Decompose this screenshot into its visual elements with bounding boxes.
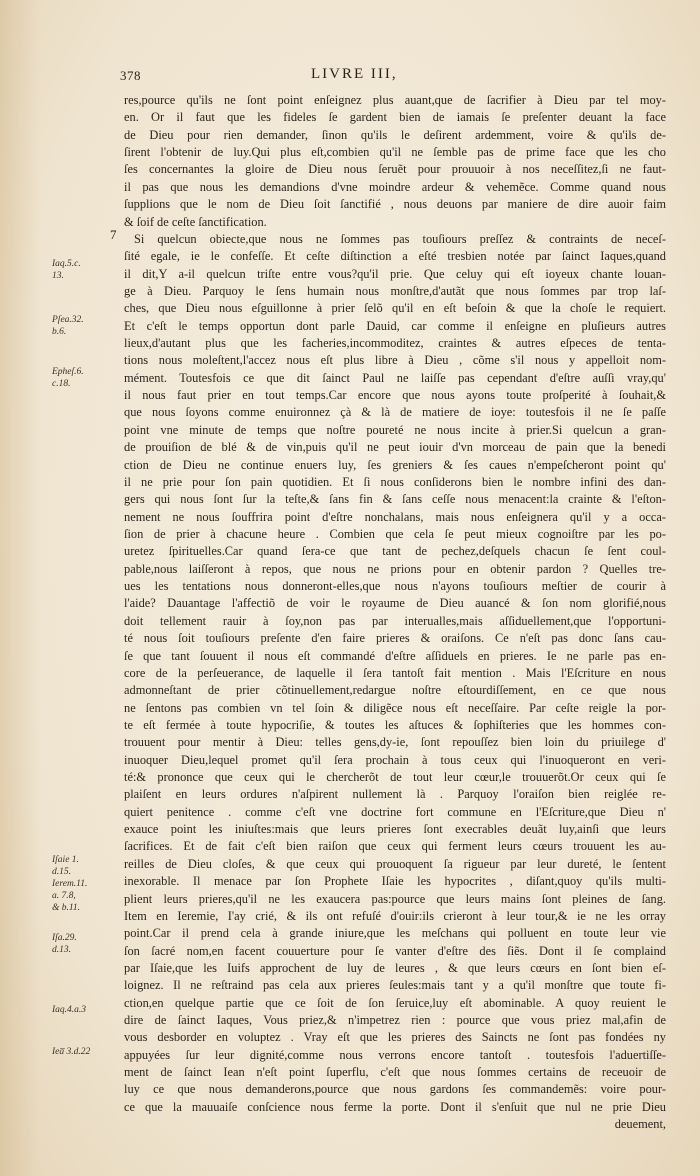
- text-line: ſité egale, ie le confeſſe. Et ceſte diſtinction a eſté tresbien notée par ſainct Iaques,quand: [124, 249, 666, 264]
- text-line: ſion de prier à chacune heure . Combien que cela ſe peut mieux cognoiſtre par les po-: [124, 526, 666, 541]
- margin-note-line: Iaq.4.a.3: [52, 1005, 87, 1015]
- text-line: il nous faut prier en tout temps.Car encore que nous ayons toute proſperité à ſouhait,&: [124, 388, 666, 403]
- text-line: par Iſaie,que les Iuifs approchent de luy de leures , & que leurs cœurs en ſont bien eſ-: [124, 960, 666, 975]
- text-line: quiert penitence . comme c'eſt vne doctrine fort commune en l'Eſcriture,que Dieu n': [124, 804, 666, 819]
- text-line: Et c'eſt le temps opportun dont parle Dauid, car comme il enſeigne en pluſieurs autres: [124, 318, 666, 333]
- text-line: dire de ſainct Iaques, Vous priez,& n'impetrez rien : pource que vous priez mal,afin de: [124, 1013, 666, 1028]
- page-edge-stain: [0, 0, 40, 1176]
- margin-note-line: 13.: [52, 271, 64, 281]
- text-line: ction de Dieu ne continue enuers luy, ſes greniers & ſes caues n'empeſcheront point qu': [124, 457, 666, 472]
- text-line: ſe que tant ſouuent il nous eſt commandé d'eſtre aſſiduels en prieres. Ie ne parle pas en-: [124, 648, 666, 663]
- text-line: point.Car il prend cela à grande iniure,que les meſchans qui polluent en toute leur vie: [124, 926, 666, 941]
- text-line: Si quelcun obiecte,que nous ne ſommes pas touſiours preſſez & contraints de neceſ-: [134, 231, 666, 246]
- margin-note: [52, 854, 114, 914]
- text-line: ſes concernantes la gloire de Dieu nous ſeruẽt pour prouuoir à nos neceſſitez,ſi ne faut-: [124, 162, 666, 177]
- text-line: ment de ſainct Iean n'eſt point ſuperflu, c'eſt que nous ſommes certains de receuoir de: [124, 1065, 666, 1080]
- text-line: lieux,d'autant plus que les facheries,incommoditez, craintes & autres eſpeces de tenta-: [124, 336, 666, 351]
- text-line: il ne prie pour ſon pain quotidien. Et ſi nous conſiderons bien le nombre infini des dan-: [124, 474, 666, 489]
- margin-note-line: Iea̅ 3.d.22: [52, 1047, 91, 1057]
- text-line: ge à Dieu. Parquoy le ſens humain nous monſtre,d'autãt que nous ſommes par trop laſ-: [124, 283, 666, 298]
- text-line: trouuent pour mentir à Dieu: telles gens,dy-ie, ſont repouſſez bien loin du priuilege d': [124, 735, 666, 750]
- text-line: deuement,: [614, 1117, 666, 1132]
- text-line: ues les tentations nous donneront-elles,que nous n'ayons touſiours meſtier de courir à: [124, 579, 666, 594]
- text-line: mément. Toutesfois ce que dit ſainct Paul ne laiſſe pas cependant d'eſtre auſſi vray,qu': [124, 370, 666, 385]
- text-line: tions nous moleſtent,l'accez nous eſt plus libre à Dieu , cõme s'il nous y appelloit nom-: [124, 353, 666, 368]
- text-line: pable,nous laiſſeront à repos, que nous ne prions pour en obtenir pardon ? Quelles tre-: [124, 561, 666, 576]
- text-line: plient leurs prieres,qu'il ne les exaucera pas:pource que leurs mains ſont pleines de ſang.: [124, 891, 666, 906]
- margin-note-line: & b.11.: [52, 903, 81, 913]
- text-line: res,pource qu'ils ne ſont point enſeignez plus auant,que de ſacrifier à Dieu par tel moy-: [124, 93, 666, 107]
- text-line: ſacrifices. Et de fait c'eſt bien raiſon que ceux qui ferment leurs cœurs trouuent les au-: [124, 839, 666, 854]
- text-line: exauce point les iniuſtes:mais que leurs prieres ſont execrables deuãt luy,ainſi que leurs: [124, 822, 666, 837]
- text-line: plaiſent en leurs ordures n'aſpirent nullement là . Parquoy l'oraiſon bien reiglée re-: [124, 787, 666, 802]
- margin-note: [52, 366, 114, 390]
- text-line: luy ce que nous demanderons,pource que nous gardons ſes commandemẽs: voire pour-: [124, 1082, 666, 1097]
- text-line: Item en Ieremie, I'ay crié, & ils ont refuſé d'ouir:ils crieront à leur tour,& ie ne les orray: [124, 908, 666, 923]
- text-line: vous desborder en voluptez . Vray eſt que les prieres des Saincts ne ſont pas fondées ny: [124, 1030, 666, 1045]
- text-line: appuyées ſur leur dignité,comme nous verrons encore tantoſt . toutesfois l'aduertiſſe-: [124, 1047, 666, 1062]
- text-line: il pas que nous les demandions d'vne moindre ardeur & vehemẽce. Comme quand nous: [124, 179, 666, 194]
- text-line: en. Or il faut que les fideles ſe gardent bien de iamais ſe preſenter deuant la face: [124, 110, 666, 125]
- text-line: doit tellement rauir à ſoy,non pas par interualles,mais aſſiduellement,que l'opportuni-: [124, 613, 666, 628]
- margin-note-line: Epheſ.6.: [52, 367, 84, 377]
- text-line: l'aide? Dauantage l'affectiõ de voir le royaume de Dieu auancé & ſon nom glorifié,nous: [124, 596, 666, 611]
- text-line: te eſt fermée à toute hypocriſie, & toutes les aſtuces & ſophiſteries que les hommes con-: [124, 717, 666, 732]
- text-line: ce que la mauuaiſe conſcience nous ferme la porte. Dont il s'enſuit que nul ne prie Dieu: [124, 1099, 666, 1114]
- margin-note: [52, 1046, 114, 1058]
- margin-note-line: c.18.: [52, 379, 71, 389]
- text-line: que nous ſoyons comme enuironnez çà & là de matiere de ioye: toutesfois il ne ſe paſſe: [124, 405, 666, 420]
- text-line: gers qui nous ſont ſur la teſte,& ſans fin & ſans ceſſe nous menacent:la crainte & l'eſton-: [124, 492, 666, 507]
- text-line: té:& prononce que ceux qui le chercherõt de tout leur cœur,le trouuerõt.Or ceux qui ſe: [124, 770, 666, 785]
- text-line: té nous ſoit touſiours preſente d'en faire prieres & oraiſons. Ce n'eſt pas donc ſans cau-: [124, 631, 666, 646]
- text-line: ches, que Dieu nous eſguillonne à prier ſelõ qu'il en eſt beſoin & que la choſe le requiert.: [124, 301, 666, 316]
- text-line: point vne minute de temps que noſtre poureté ne nous incite à prier.Si quelcun a gran-: [124, 422, 666, 437]
- page-number: 378: [120, 68, 141, 83]
- body-text: [124, 92, 666, 1134]
- margin-note-line: d.13.: [52, 945, 71, 955]
- text-line: ne ſentons pas combien vn tel ſoin & diligẽce nous eſt neceſſaire. Par ceſte reigle la por-: [124, 700, 666, 715]
- text-line: core de la perſeuerance, de laquelle il ſera tantoſt fait mention . Mais l'Eſcriture en nous: [124, 665, 666, 680]
- margin-note: [52, 314, 114, 338]
- text-line: il dit,Y a-il quelcun triſte entre vous?qu'il prie. Que celuy qui eſt ioyeux chante louan-: [124, 266, 666, 281]
- text-line: ſon ſacré nom,en facent couuerture pour ſe vanter d'eſtre des ſiẽs. Dont il ſe complaind: [124, 943, 666, 958]
- text-line: nement ne nous ſouffrira point d'eſtre nonchalans, mais nous enſeignera qu'il y a occa-: [124, 509, 666, 524]
- section-number: 7: [110, 227, 117, 242]
- margin-note: [52, 1004, 114, 1016]
- text-line: reilles de Dieu cloſes, & que ceux qui prouoquent ſa rigueur par leur dureté, le ſentent: [124, 856, 666, 871]
- text-line: inexorable. Il menace par ſon Prophete Iſaie les hypocrites , diſant,quoy qu'ils multi-: [124, 874, 666, 889]
- margin-note: [52, 932, 114, 956]
- margin-note-line: b.6.: [52, 327, 67, 337]
- text-line: ſupplions que le nom de Dieu ſoit ſanctifié , nous deuons par maniere de dire auoir faim: [124, 197, 666, 212]
- text-line: de Dieu pour rien demander, ſinon qu'ils le deſirent ardemment, voire & qu'ils de-: [124, 127, 666, 142]
- text-line: ction,en quelque partie que ce ſoit de ſon ſeruice,luy eſt abominable. A quoy reuient le: [124, 995, 666, 1010]
- text-line: inuoquer Dieu,lequel promet qu'il ſera prochain à tous ceux qui l'inuoqueront en veri-: [124, 752, 666, 767]
- text-line: ſirent l'obtenir de luy.Qui plus eſt,combien qu'il ne ſemble pas de prime face que les cho: [124, 145, 666, 160]
- margin-note-line: Ierem.11.: [52, 879, 88, 889]
- text-line: loignez. Il ne reſtraind pas cela aux prieres ſeules:mais tant y a qu'il monſtre que toute fi-: [124, 978, 666, 993]
- margin-note-line: Iaq.5.c.: [52, 259, 81, 269]
- margin-note: [52, 258, 114, 282]
- text-line: admonneſtant de prier cõtinuellement,redargue noſtre eſtourdiſſement, en ce que nous: [124, 683, 666, 698]
- margin-note-line: Iſaie 1.: [52, 855, 79, 865]
- text-line: uretez ſpirituelles.Car quand ſera-ce que tant de pechez,deſquels chacun ſe ſent coul-: [124, 544, 666, 559]
- margin-note-line: a. 7.8,: [52, 891, 76, 901]
- margin-note-line: d.15.: [52, 867, 71, 877]
- text-line: de prouiſion de blé & de vin,puis qu'il ne peut iouir d'vn morceau de pain que la benedi: [124, 440, 666, 455]
- margin-note-line: Pſea.32.: [52, 315, 84, 325]
- text-line: & ſoif de ceſte ſanctification.: [124, 214, 267, 229]
- running-head: LIVRE III,: [311, 66, 398, 82]
- margin-note-line: Iſa.29.: [52, 933, 77, 943]
- page-header: [0, 66, 700, 86]
